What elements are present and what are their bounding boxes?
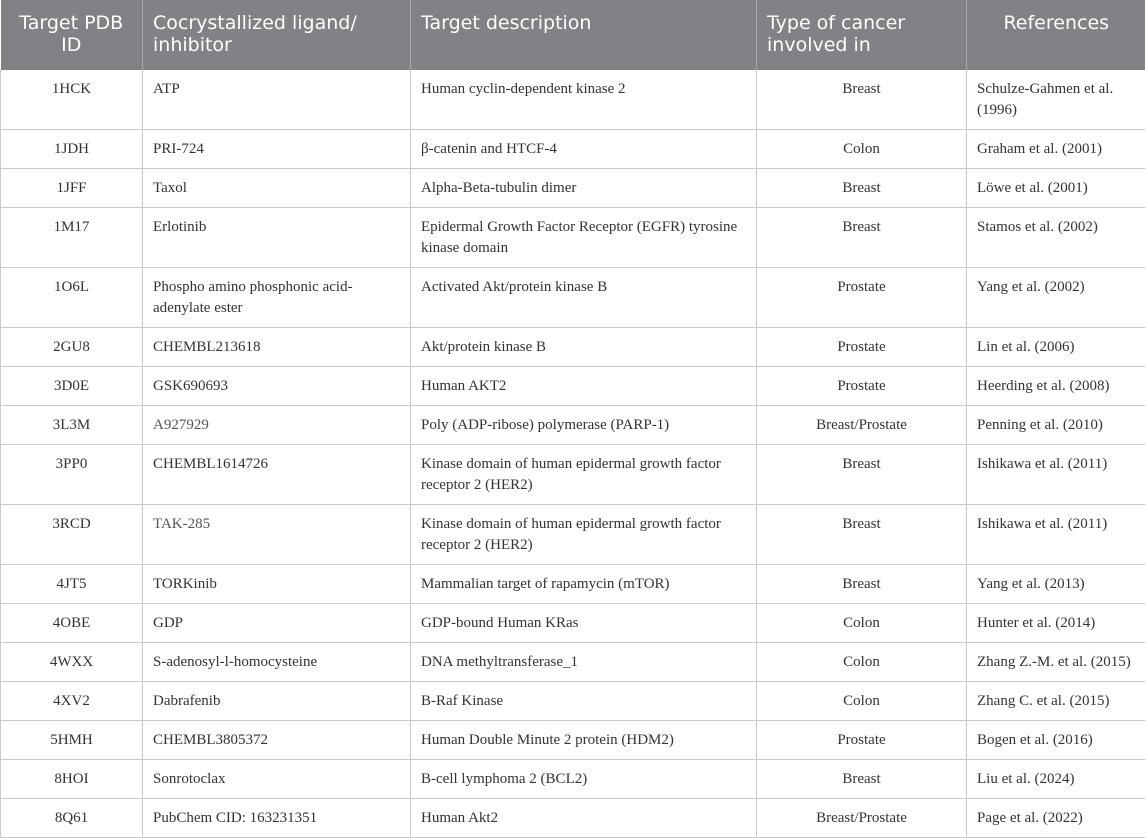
table-row — [1, 208, 1145, 268]
cell-ligand: Erlotinib — [143, 208, 411, 268]
header-description: Target description — [411, 0, 757, 70]
cell-description: GDP-bound Human KRas — [411, 604, 757, 643]
cell-description: Poly (ADP-ribose) polymerase (PARP-1) — [411, 406, 757, 445]
cell-cancer-type: Colon — [757, 643, 967, 682]
cell-description: Human cyclin-dependent kinase 2 — [411, 70, 757, 130]
cell-description: Akt/protein kinase B — [411, 328, 757, 367]
cell-description: Human AKT2 — [411, 367, 757, 406]
table-row — [1, 799, 1145, 838]
cell-reference: Lin et al. (2006) — [967, 328, 1145, 367]
table-header — [1, 0, 1145, 70]
cell-reference: Schulze-Gahmen et al. (1996) — [967, 70, 1145, 130]
cell-ligand: Taxol — [143, 169, 411, 208]
table-row — [1, 328, 1145, 367]
cell-description: Mammalian target of rapamycin (mTOR) — [411, 565, 757, 604]
cell-pdb-id: 4OBE — [1, 604, 143, 643]
cell-reference: Ishikawa et al. (2011) — [967, 445, 1145, 505]
cell-ligand: CHEMBL3805372 — [143, 721, 411, 760]
table-row — [1, 367, 1145, 406]
cell-reference: Heerding et al. (2008) — [967, 367, 1145, 406]
cell-ligand: TAK-285 — [143, 505, 411, 565]
cell-description: B-cell lymphoma 2 (BCL2) — [411, 760, 757, 799]
cell-cancer-type: Breast/Prostate — [757, 406, 967, 445]
cell-cancer-type: Prostate — [757, 721, 967, 760]
cell-ligand: GDP — [143, 604, 411, 643]
cell-ligand: TORKinib — [143, 565, 411, 604]
cell-pdb-id: 1JDH — [1, 130, 143, 169]
cell-ligand: Sonrotoclax — [143, 760, 411, 799]
table-row — [1, 406, 1145, 445]
cell-reference: Page et al. (2022) — [967, 799, 1145, 838]
cell-ligand: A927929 — [143, 406, 411, 445]
table-row — [1, 760, 1145, 799]
cell-ligand: CHEMBL1614726 — [143, 445, 411, 505]
cell-cancer-type: Breast — [757, 565, 967, 604]
table-row — [1, 169, 1145, 208]
cell-reference: Zhang Z.-M. et al. (2015) — [967, 643, 1145, 682]
cell-cancer-type: Breast — [757, 169, 967, 208]
cell-reference: Yang et al. (2002) — [967, 268, 1145, 328]
cell-cancer-type: Breast — [757, 70, 967, 130]
header-pdb-id: Target PDB ID — [1, 0, 143, 70]
table-body — [1, 70, 1145, 838]
cell-description: B-Raf Kinase — [411, 682, 757, 721]
cell-pdb-id: 3PP0 — [1, 445, 143, 505]
cell-reference: Löwe et al. (2001) — [967, 169, 1145, 208]
cell-cancer-type: Prostate — [757, 328, 967, 367]
cell-reference: Penning et al. (2010) — [967, 406, 1145, 445]
cell-pdb-id: 1M17 — [1, 208, 143, 268]
table-row — [1, 70, 1145, 130]
cell-reference: Graham et al. (2001) — [967, 130, 1145, 169]
table-row — [1, 604, 1145, 643]
cell-cancer-type: Breast — [757, 505, 967, 565]
cell-cancer-type: Prostate — [757, 367, 967, 406]
cell-description: Human Akt2 — [411, 799, 757, 838]
cell-ligand: PubChem CID: 163231351 — [143, 799, 411, 838]
cell-description: Human Double Minute 2 protein (HDM2) — [411, 721, 757, 760]
cell-cancer-type: Prostate — [757, 268, 967, 328]
cell-description: Kinase domain of human epidermal growth factor receptor 2 (HER2) — [411, 445, 757, 505]
cell-description: Epidermal Growth Factor Receptor (EGFR) tyrosine kinase domain — [411, 208, 757, 268]
cell-description: Activated Akt/protein kinase B — [411, 268, 757, 328]
cell-cancer-type: Breast — [757, 208, 967, 268]
cell-pdb-id: 1JFF — [1, 169, 143, 208]
cell-pdb-id: 4JT5 — [1, 565, 143, 604]
cell-ligand: GSK690693 — [143, 367, 411, 406]
table-row — [1, 505, 1145, 565]
header-cancer-type: Type of cancer involved in — [757, 0, 967, 70]
cell-ligand: S-adenosyl-l-homocysteine — [143, 643, 411, 682]
cell-pdb-id: 3RCD — [1, 505, 143, 565]
table-row — [1, 565, 1145, 604]
cell-reference: Liu et al. (2024) — [967, 760, 1145, 799]
cell-description: DNA methyltransferase_1 — [411, 643, 757, 682]
cell-ligand: CHEMBL213618 — [143, 328, 411, 367]
cell-cancer-type: Breast/Prostate — [757, 799, 967, 838]
table-row — [1, 682, 1145, 721]
table-row — [1, 130, 1145, 169]
cell-reference: Yang et al. (2013) — [967, 565, 1145, 604]
cell-reference: Bogen et al. (2016) — [967, 721, 1145, 760]
cell-cancer-type: Colon — [757, 604, 967, 643]
header-references: References — [967, 0, 1145, 70]
cell-description: Alpha-Beta-tubulin dimer — [411, 169, 757, 208]
cell-reference: Stamos et al. (2002) — [967, 208, 1145, 268]
cell-pdb-id: 1HCK — [1, 70, 143, 130]
cell-pdb-id: 3D0E — [1, 367, 143, 406]
cell-pdb-id: 5HMH — [1, 721, 143, 760]
header-ligand: Cocrystallized ligand/ inhibitor — [143, 0, 411, 70]
cell-ligand: Phospho amino phosphonic acid-adenylate ester — [143, 268, 411, 328]
cell-pdb-id: 8HOI — [1, 760, 143, 799]
cell-pdb-id: 8Q61 — [1, 799, 143, 838]
table-row — [1, 643, 1145, 682]
table-row — [1, 445, 1145, 505]
table-row — [1, 268, 1145, 328]
header-row — [1, 0, 1145, 70]
cell-ligand: Dabrafenib — [143, 682, 411, 721]
cell-reference: Zhang C. et al. (2015) — [967, 682, 1145, 721]
cell-ligand: ATP — [143, 70, 411, 130]
cell-cancer-type: Colon — [757, 682, 967, 721]
cell-pdb-id: 1O6L — [1, 268, 143, 328]
cell-cancer-type: Breast — [757, 760, 967, 799]
cell-cancer-type: Breast — [757, 445, 967, 505]
cell-pdb-id: 2GU8 — [1, 328, 143, 367]
cell-ligand: PRI-724 — [143, 130, 411, 169]
cell-pdb-id: 4XV2 — [1, 682, 143, 721]
cell-pdb-id: 3L3M — [1, 406, 143, 445]
cell-reference: Hunter et al. (2014) — [967, 604, 1145, 643]
cell-reference: Ishikawa et al. (2011) — [967, 505, 1145, 565]
cell-description: Kinase domain of human epidermal growth factor receptor 2 (HER2) — [411, 505, 757, 565]
cell-description: β-catenin and HTCF-4 — [411, 130, 757, 169]
cell-cancer-type: Colon — [757, 130, 967, 169]
cell-pdb-id: 4WXX — [1, 643, 143, 682]
table-row — [1, 721, 1145, 760]
